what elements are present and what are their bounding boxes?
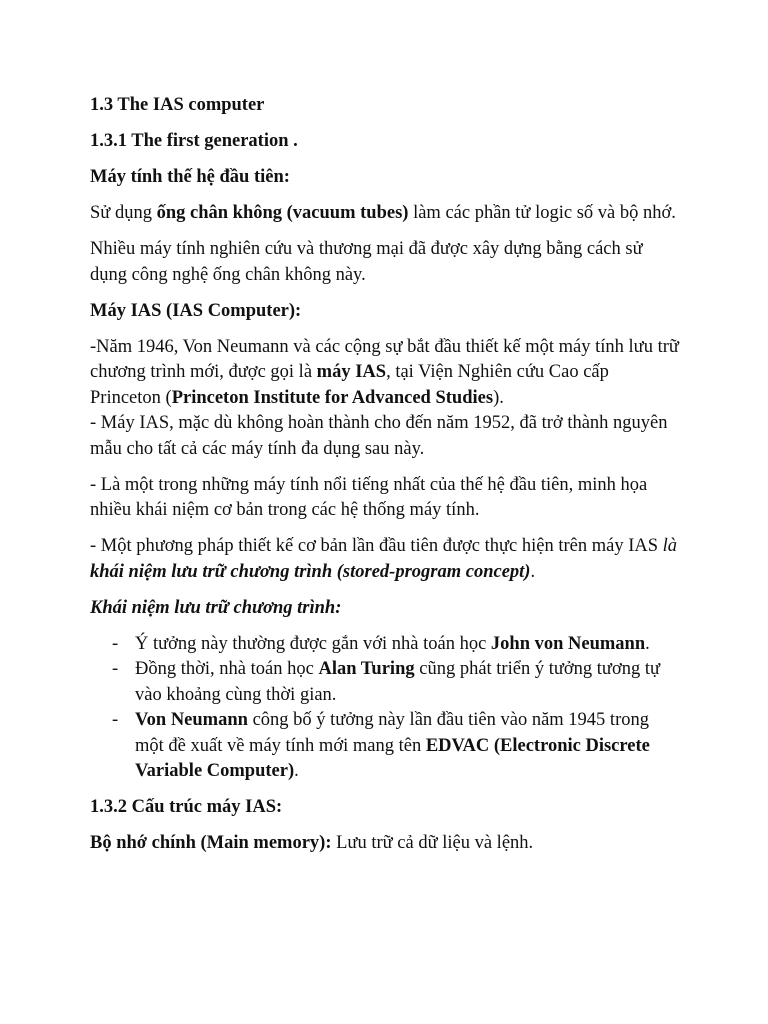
- main-memory-term: Bộ nhớ chính (Main memory):: [90, 833, 332, 853]
- document-page: [90, 93, 680, 867]
- stored-program-concept-heading: Khái niệm lưu trữ chương trình:: [90, 597, 342, 618]
- ias-paragraph: -Năm 1946, Von Neumann và các cộng sự bắt đầu thiết kế một máy tính lưu trữ chương trình mới, được gọi là máy IAS, tại Viện Nghiên cứu Cao cấp Princeton (Princeton Institute for Advanced Studies). - Máy IAS, mặc dù không hoàn thành cho đến năm 1952, đã trở thành nguyên mẫu cho tất cả các máy tính đa dụng sau này.: [90, 336, 679, 459]
- dash-bullet: -: [112, 710, 119, 730]
- stored-program-term: khái niệm lưu trữ chương trình (stored-program concept): [90, 561, 531, 582]
- ias-prototype-line: - Máy IAS, mặc dù không hoàn thành cho đến năm 1952, đã trở thành nguyên mẫu cho tất cả các máy tính đa dụng sau này.: [90, 413, 668, 459]
- first-generation-heading: Máy tính thế hệ đầu tiên:: [90, 167, 290, 187]
- dash-bullet: -: [112, 659, 119, 679]
- research-paragraph: Nhiều máy tính nghiên cứu và thương mại đã được xây dựng bằng cách sử dụng công nghệ ống chân không này.: [90, 239, 643, 285]
- vacuum-tubes-paragraph: Sử dụng ống chân không (vacuum tubes) làm các phần tử logic số và bộ nhớ.: [90, 203, 676, 223]
- concept-list: [90, 632, 680, 785]
- ias-heading: Máy IAS (IAS Computer):: [90, 300, 302, 321]
- design-method-paragraph: - Một phương pháp thiết kế cơ bản lần đầu tiên được thực hiện trên máy IAS là khái niệm lưu trữ chương trình (stored-program concept).: [90, 536, 678, 582]
- list-item: - Von Neumann công bố ý tưởng này lần đầu tiên vào năm 1945 trong một đề xuất về máy tính mới mang tên EDVAC (Electronic Discrete Variable Computer).: [112, 710, 650, 781]
- dash-bullet: -: [112, 633, 119, 654]
- section-heading-1-3-2: 1.3.2 Cấu trúc máy IAS:: [90, 797, 283, 817]
- list-item: - Đồng thời, nhà toán học Alan Turing cũng phát triển ý tưởng tương tự vào khoảng cùng thời gian.: [112, 659, 661, 705]
- famous-computer-paragraph: - Là một trong những máy tính nổi tiếng nhất của thế hệ đầu tiên, minh họa nhiều khái niệm cơ bản trong các hệ thống máy tính.: [90, 474, 648, 520]
- section-heading-1-3: 1.3 The IAS computer: [90, 95, 265, 115]
- princeton-institute-term: Princeton Institute for Advanced Studies: [171, 387, 494, 408]
- main-memory-paragraph: Bộ nhớ chính (Main memory): Lưu trữ cả dữ liệu và lệnh.: [90, 833, 534, 853]
- section-heading-1-3-1: 1.3.1 The first generation .: [90, 131, 298, 151]
- vacuum-tubes-term: ống chân không (vacuum tubes): [156, 203, 409, 223]
- ias-machine-term: máy IAS: [316, 362, 387, 382]
- list-item: - Ý tưởng này thường được gắn với nhà toán học John von Neumann.: [90, 632, 680, 658]
